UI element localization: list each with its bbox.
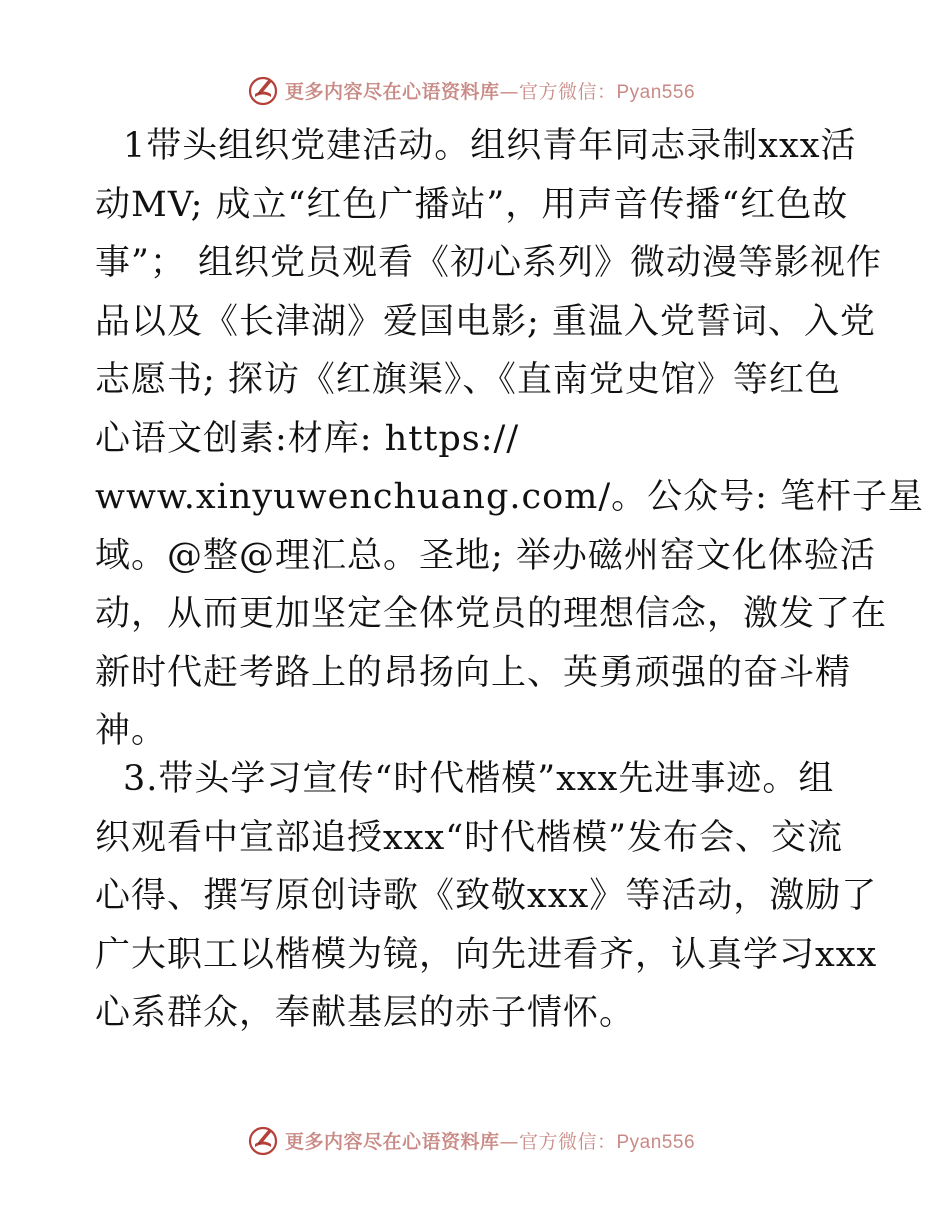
text-line: 3.带头学习宣传“时代楷模”xxx先进事迹。组 xyxy=(123,759,835,799)
paragraph-1 xyxy=(95,117,925,761)
book-pen-logo-icon xyxy=(247,1124,279,1156)
text-line: 心得、撰写原创诗歌《致敬xxx》等活动，激励了 xyxy=(95,876,878,916)
text-line: 动，从而更加坚定全体党员的理想信念，激发了在 xyxy=(95,594,888,634)
watermark-dash: — xyxy=(499,80,519,103)
text-line: 广大职工以楷模为镜，向先进看齐，认真学习xxx xyxy=(95,934,878,975)
footer-watermark xyxy=(0,1120,950,1160)
watermark-content xyxy=(247,74,695,106)
text-line: 事”； 组织党员观看《初心系列》微动漫等影视作 xyxy=(95,243,883,283)
text-line: www.xinyuwenchuang.com/。公众号: 笔杆子星 xyxy=(95,477,925,517)
text-line: 品以及《长津湖》爱国电影; 重温入党誓词、入党 xyxy=(95,301,876,342)
watermark-content xyxy=(247,1124,695,1156)
text-line: 域。@整@理汇总。圣地; 举办磁州窑文化体验活 xyxy=(95,535,876,576)
watermark-official-label: 官方微信： xyxy=(518,1130,617,1153)
watermark-wechat-id: Pyan556 xyxy=(616,81,696,103)
book-pen-logo-icon xyxy=(247,74,279,106)
watermark-dash: — xyxy=(499,1130,519,1153)
watermark-text xyxy=(285,77,695,104)
text-line: 心系群众，奉献基层的赤子情怀。 xyxy=(95,993,636,1033)
watermark-brand: 更多内容尽在心语资料库 xyxy=(284,80,500,103)
text-line: 心语文创素:材库: https:// xyxy=(95,418,520,459)
text-line: 志愿书; 探访《红旗渠》、《直南党史馆》等红色 xyxy=(95,360,841,400)
watermark-brand: 更多内容尽在心语资料库 xyxy=(284,1130,500,1153)
text-line: 神。 xyxy=(95,711,168,751)
watermark-wechat-id: Pyan556 xyxy=(616,1131,696,1153)
text-line: 动MV; 成立“红色广播站”，用声音传播“红色故 xyxy=(95,184,849,225)
paragraph-2 xyxy=(95,750,878,1043)
header-watermark xyxy=(0,70,950,110)
watermark-official-label: 官方微信： xyxy=(518,80,617,103)
text-line: 新时代赶考路上的昂扬向上、英勇顽强的奋斗精 xyxy=(95,652,852,693)
watermark-text xyxy=(285,1127,695,1154)
text-line: 织观看中宣部追授xxx“时代楷模”发布会、交流 xyxy=(95,817,844,858)
text-line: 1带头组织党建活动。组织青年同志录制xxx活 xyxy=(123,126,857,166)
